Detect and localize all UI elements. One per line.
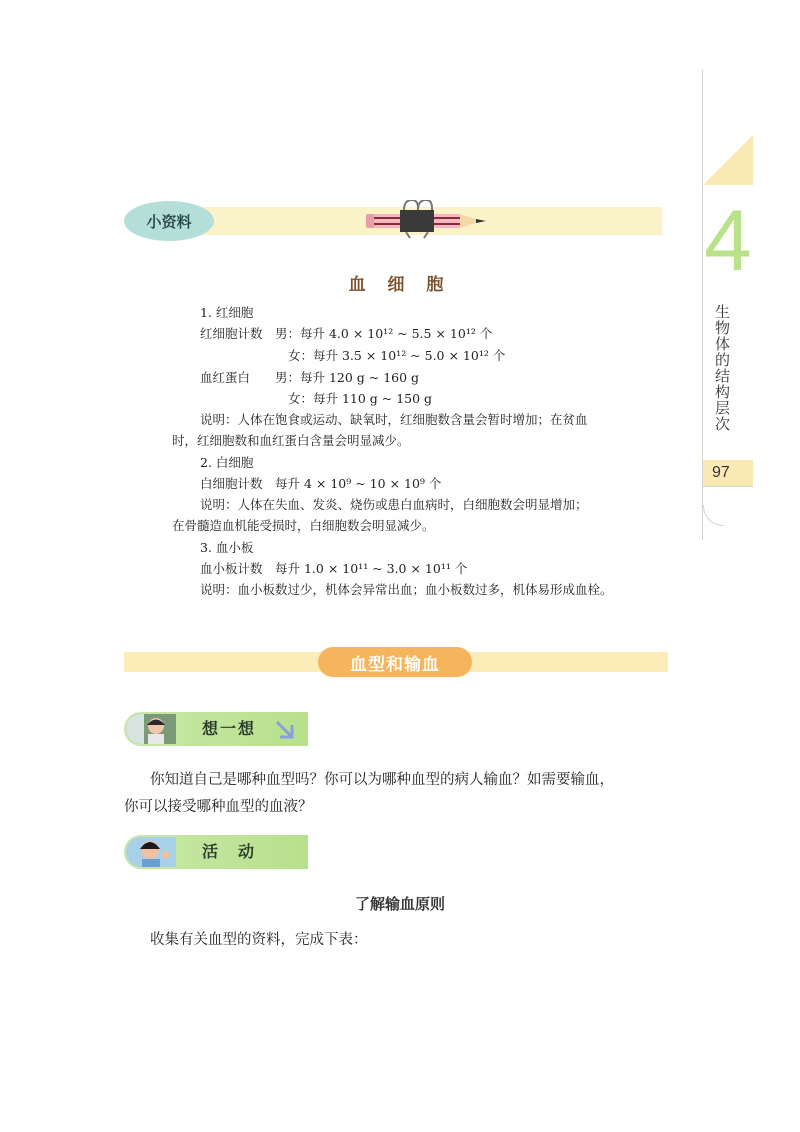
activity-label: 活 动	[202, 842, 257, 861]
chapter-corner-decoration	[703, 135, 753, 185]
section-title: 血型和输血	[318, 647, 472, 677]
info-line: 2. 白细胞	[200, 455, 254, 470]
info-box-title: 血 细 胞	[348, 275, 452, 295]
think-header	[124, 712, 308, 746]
info-line: 女：每升 110 g ~ 150 g	[288, 391, 433, 406]
page-number: 97	[712, 464, 730, 481]
activity-title: 了解输血原则	[354, 895, 445, 913]
info-line: 血红蛋白 男：每升 120 g ~ 160 g	[200, 370, 420, 385]
student-photo-icon	[126, 837, 176, 867]
activity-header	[124, 835, 308, 869]
info-line: 白细胞计数 每升 4 × 10⁹ ~ 10 × 10⁹ 个	[200, 476, 442, 491]
info-line: 时，红细胞数和血红蛋白含量会明显减少。	[172, 433, 410, 448]
think-text-line: 你知道自己是哪种血型吗？你可以为哪种血型的病人输血？如需要输血，	[150, 772, 614, 788]
info-line: 女：每升 3.5 × 10¹² ~ 5.0 × 10¹² 个	[288, 348, 506, 363]
info-line: 1. 红细胞	[200, 305, 254, 320]
info-line: 说明：血小板数过少，机体会异常出血；血小板数过多，机体易形成血栓。	[200, 582, 613, 597]
page-number-rule	[703, 486, 753, 487]
info-line: 说明：人体在饱食或运动、缺氧时，红细胞数含量会暂时增加；在贫血	[200, 412, 588, 427]
activity-instruction: 收集有关血型的资料，完成下表：	[150, 932, 368, 948]
student-photo-icon	[126, 714, 176, 744]
info-line: 3. 血小板	[200, 540, 254, 555]
think-text-line: 你可以接受哪种血型的血液？	[124, 799, 313, 815]
arrow-down-right-icon	[274, 719, 296, 741]
info-line: 说明：人体在失血、发炎、烧伤或患白血病时，白细胞数会明显增加；	[200, 497, 588, 512]
info-box-label: 小资料	[124, 201, 214, 241]
info-line: 血小板计数 每升 1.0 × 10¹¹ ~ 3.0 × 10¹¹ 个	[200, 561, 468, 576]
info-line: 红细胞计数 男：每升 4.0 × 10¹² ~ 5.5 × 10¹² 个	[200, 326, 493, 341]
chapter-number: 4	[704, 193, 752, 289]
chapter-title: 生物体的结构层次	[713, 304, 731, 432]
think-label: 想一想	[202, 719, 257, 738]
pencil-clip-icon	[360, 200, 490, 240]
info-line: 在骨髓造血机能受损时，白细胞数会明显减少。	[172, 518, 435, 533]
side-fold-decoration	[703, 505, 724, 526]
